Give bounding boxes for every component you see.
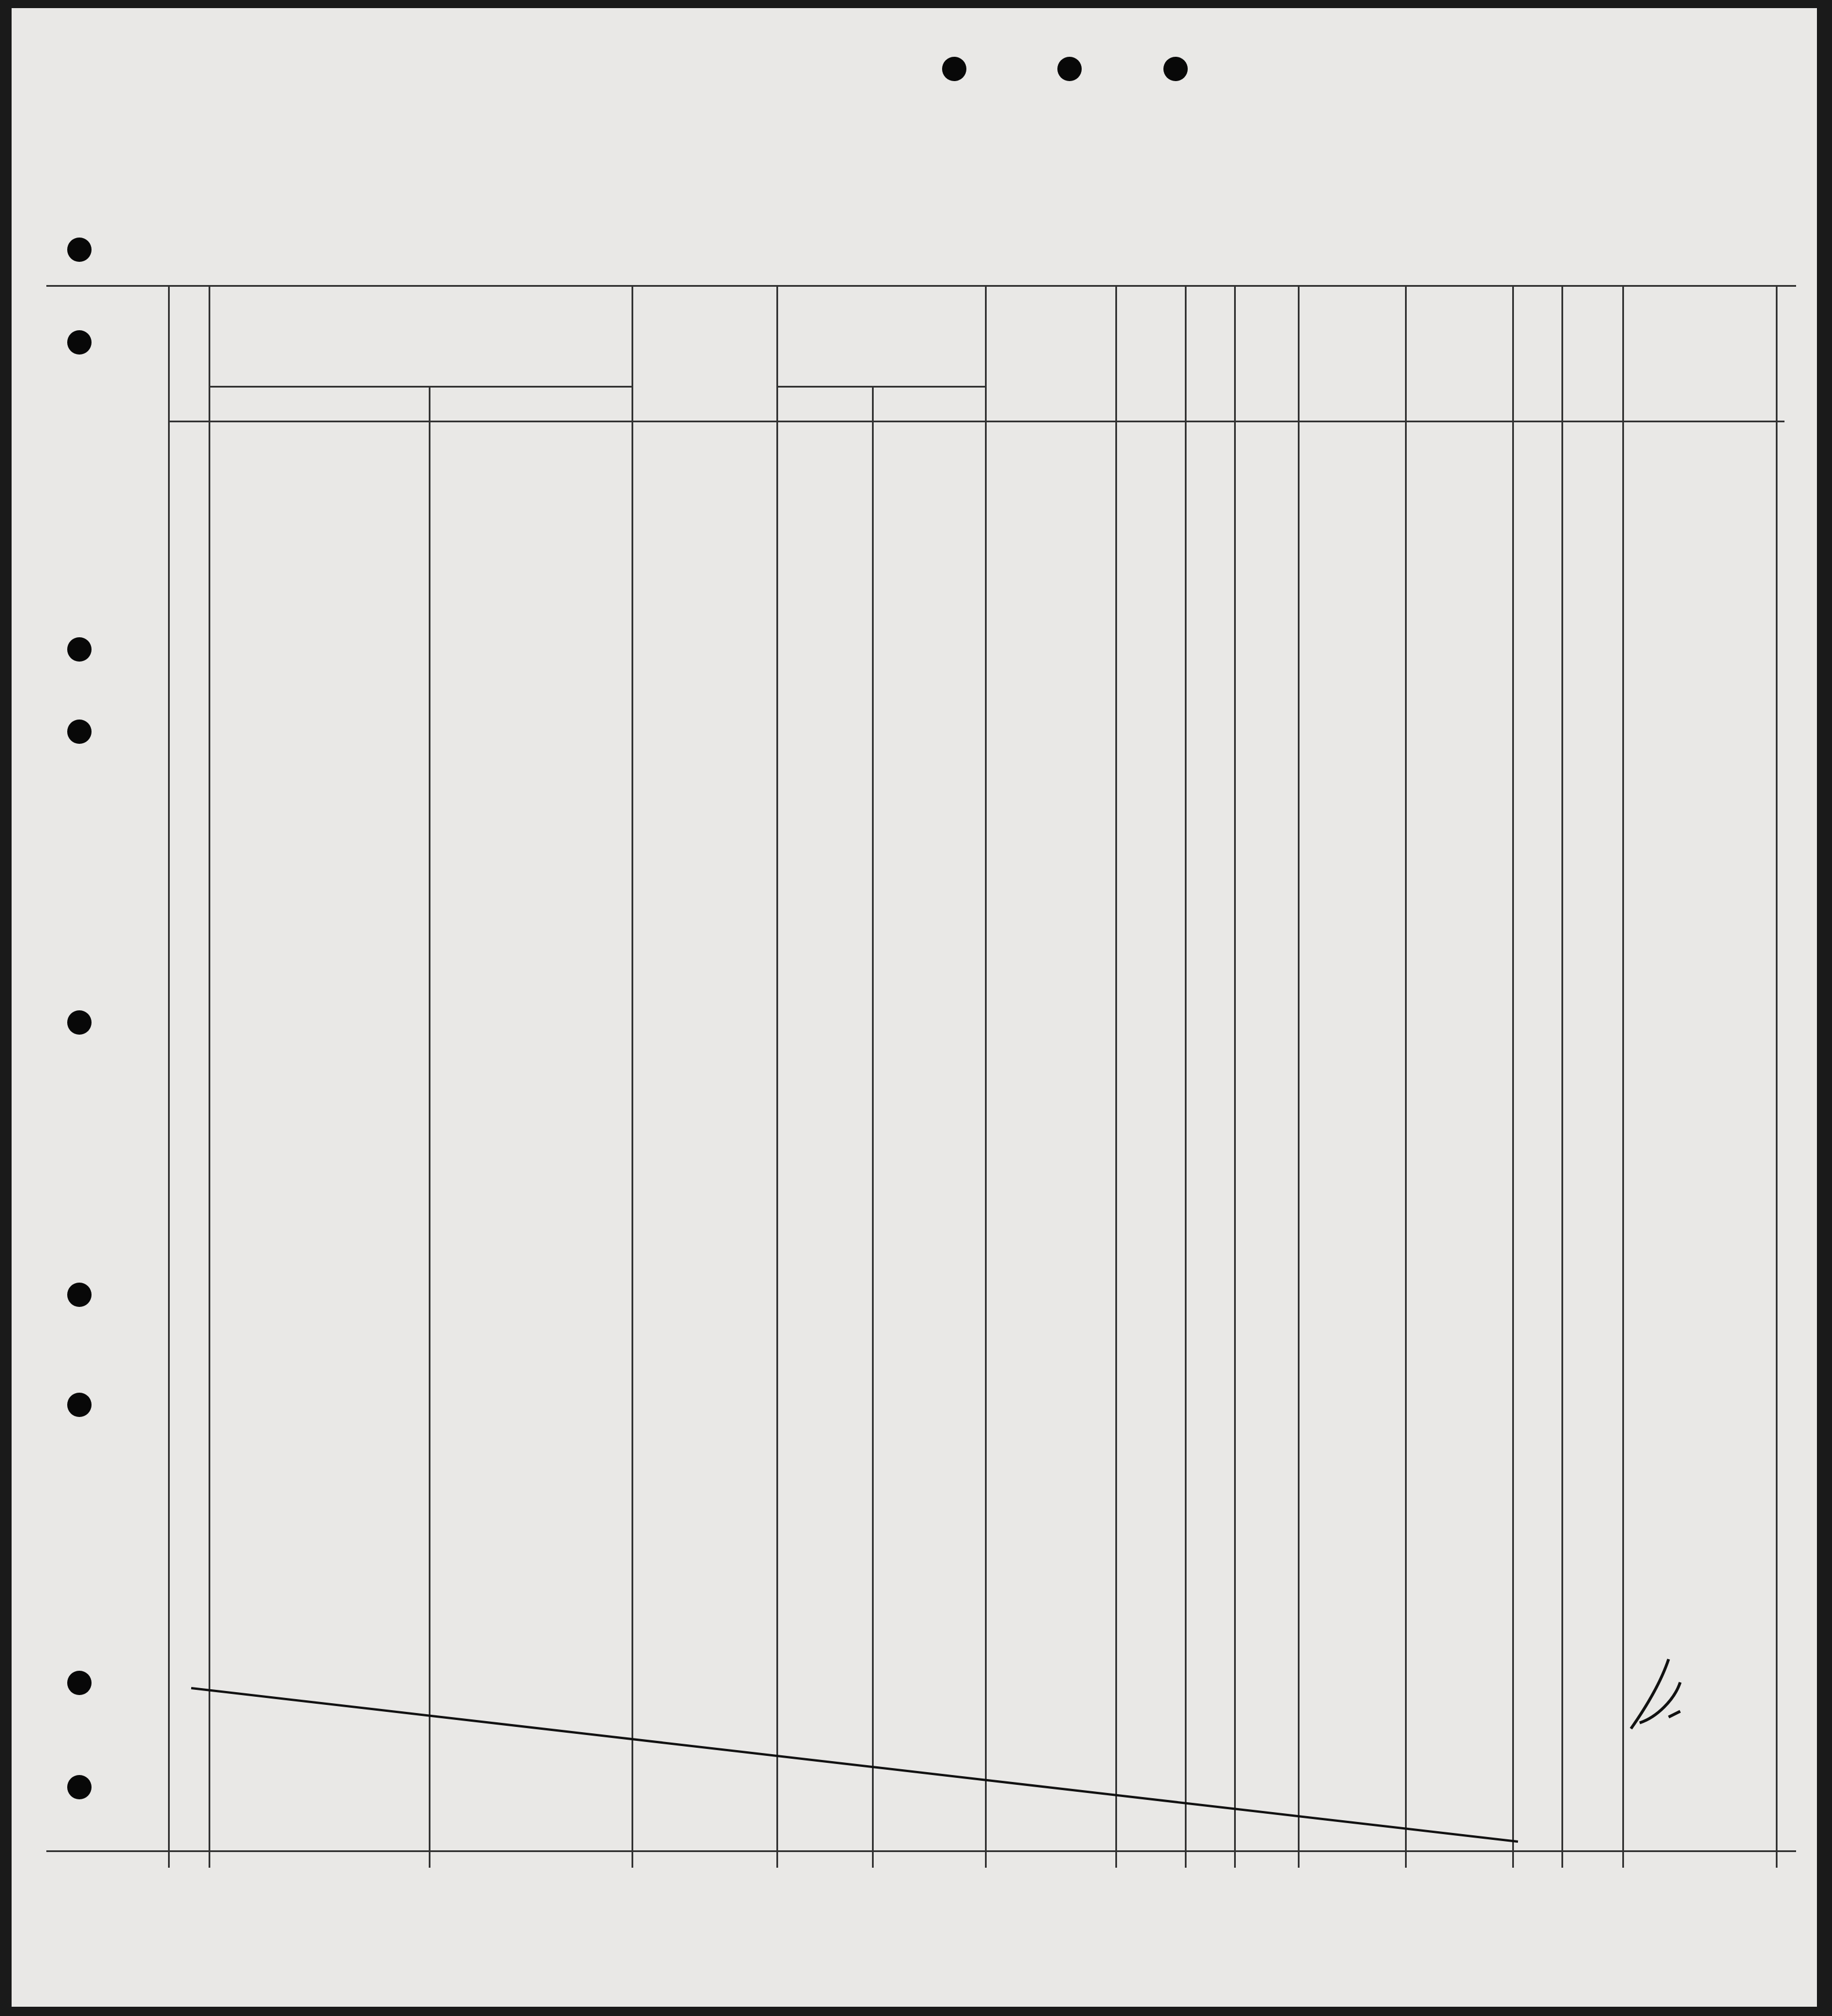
handwriting-overlay	[12, 8, 1817, 2007]
manifest-sheet	[12, 8, 1817, 2007]
initials-mark	[1631, 1659, 1680, 1729]
cancel-line	[191, 1688, 1518, 1842]
